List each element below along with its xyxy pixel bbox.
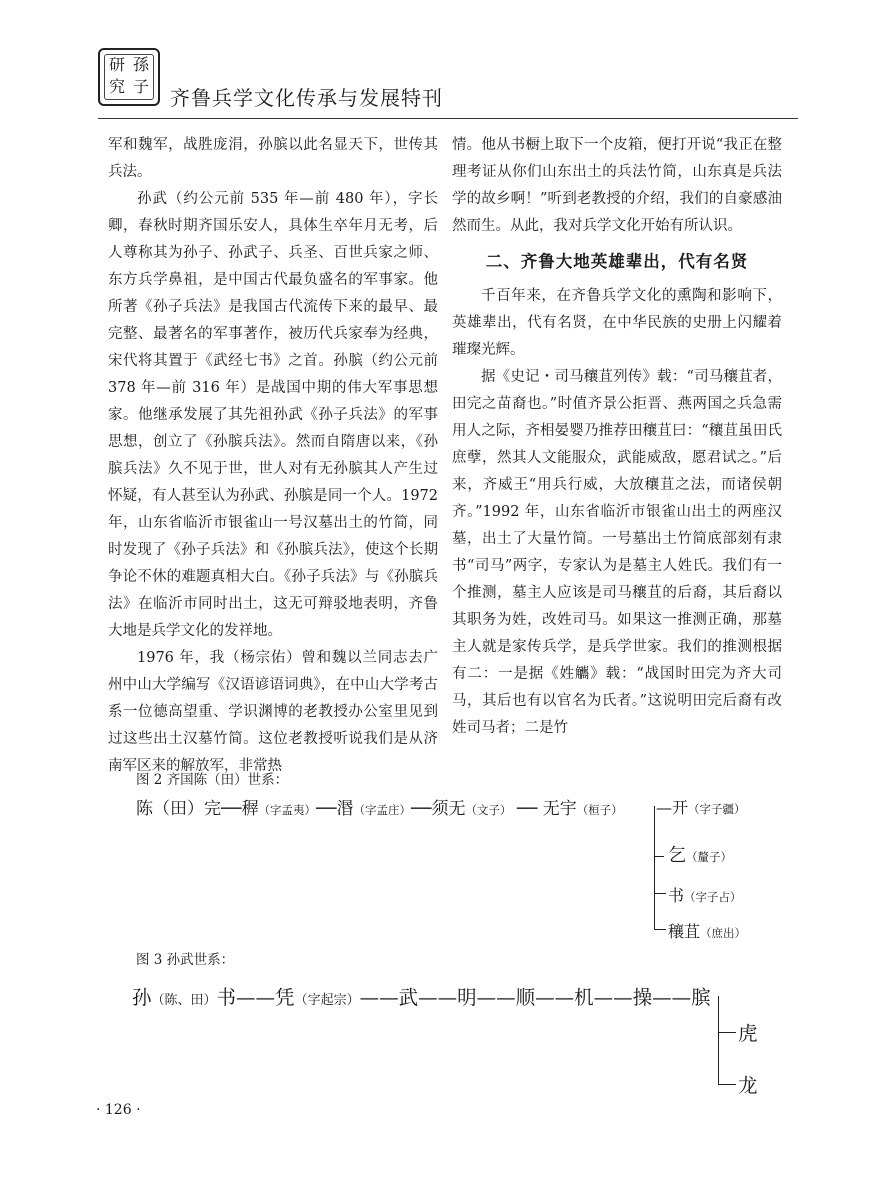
lineage-person: 稺 [241, 799, 259, 819]
lineage-note: （字起宗） [294, 993, 360, 1008]
lineage-person: 机 [574, 986, 594, 1009]
lineage-person: 膑 [691, 986, 711, 1009]
branch-tick [654, 929, 666, 930]
connector: — [656, 798, 672, 817]
figure-3-caption: 图 3 孙武世系： [136, 952, 235, 968]
figure-2-branch [668, 883, 742, 906]
paragraph: 军和魏军，战胜庞涓，孙膑以此名显天下，世传其兵法。 [108, 137, 438, 180]
lineage-person: 操 [632, 986, 653, 1009]
header-rule [98, 118, 798, 119]
logo-char: 子 [132, 77, 149, 96]
connector: ── [221, 799, 242, 819]
page-header [98, 40, 798, 130]
lineage-note: （字孟庄） [353, 803, 411, 817]
lineage-person: 乞 [668, 845, 686, 866]
lineage-note: （陈、田） [151, 993, 217, 1008]
lineage-person: 穰苴 [668, 922, 701, 941]
figure-3-branch [738, 1018, 758, 1046]
connector: —— [359, 986, 399, 1009]
connector: ── [511, 799, 543, 819]
lineage-note: （桓子） [576, 803, 623, 817]
connector: —— [593, 986, 633, 1009]
lineage-person: 湣 [336, 799, 354, 819]
logo-char: 研 [108, 55, 125, 74]
branch-tick [654, 856, 664, 857]
paragraph: 情。他从书橱上取下一个皮箱，便打开说“我正在整理考证从你们山东出土的兵法竹简，山东真是兵法学的故乡啊！”听到老教授的介绍，我们的自豪感油然而生。从此，我对兵学文化开始有所认识。 [452, 137, 782, 234]
figure-3-branch [738, 1070, 758, 1098]
paragraph: 1976 年，我（杨宗佑）曾和魏以兰同志去广州中山大学编写《汉语谚语词典》，在中山大学考古系一位德高望重、学识渊博的老教授办公室里见到过这些出土汉墓竹简。这位老教授听说我们是从济南军区来的解放军，非常热 [108, 650, 438, 774]
right-column [452, 132, 782, 742]
connector: —— [418, 986, 458, 1009]
branch-tick [654, 893, 666, 894]
left-column [108, 132, 438, 780]
lineage-person: 虎 [738, 1022, 758, 1045]
page-number: · 126 · [96, 1102, 141, 1118]
figure-2-branch [668, 841, 732, 867]
lineage-person: 须无 [431, 799, 466, 819]
section-heading: 二、齐鲁大地英雄辈出，代有名贤 [485, 252, 749, 271]
lineage-person: 陈（田）完 [136, 799, 221, 819]
connector: —— [652, 986, 692, 1009]
branch-tick [718, 1032, 736, 1033]
connector: ── [315, 799, 337, 819]
lineage-person: 开 [672, 798, 689, 817]
lineage-note: （字孟夷） [258, 803, 316, 817]
figure-2-caption: 图 2 齐国陈（田）世系： [136, 772, 289, 788]
lineage-person: 孙 [132, 986, 152, 1009]
paragraph: 千百年来，在齐鲁兵学文化的熏陶和影响下，英雄辈出，代有名贤，在中华民族的史册上闪耀着璀璨光辉。 [452, 288, 782, 358]
lineage-person: 明 [457, 986, 477, 1009]
lineage-note: （庶出） [700, 926, 747, 940]
figure-3-branch-line [718, 996, 719, 1084]
figure-3-lineage-chain [132, 982, 711, 1010]
lineage-person: 书 [216, 986, 237, 1009]
logo-char: 孫 [132, 55, 149, 74]
paragraph: 孙武（约公元前 535 年—前 480 年），字长卿，春秋时期齐国乐安人，具体生卒年月无考，后人尊称其为孙子、孙武子、兵圣、百世兵家之师、东方兵学鼻祖，是中国古代最负盛名的军事家。他所著《孙子兵法》是我国古代流传下来的最早、最完整、最著名的军事著作，被历代兵家奉为经典，宋代将其置于《武经七书》之首。孙膑（约公元前 378 年—前 316 年）是战国中期的伟大军事思想家。他继承发展了其先祖孙武《孙子兵法》的军事思想，创立了《孙膑兵法》。然而自隋唐以来，《孙膑兵法》久不见于世，世人对有无孙膑其人产生过怀疑，有人甚至认为孙武、孙膑是同一个人。1972 年，山东省临沂市银雀山一号汉墓出土的竹简，同时发现了《孙子兵法》和《孙膑兵法》，使这个长期争论不休的难题真相大白。《孙子兵法》与《孙膑兵法》在临沂市同时出土，这无可辩驳地表明，齐鲁大地是兵学文化的发祥地。 [108, 191, 438, 639]
figure-2-branch [656, 795, 746, 818]
connector: —— [236, 986, 276, 1009]
figure-2-lineage-chain [136, 794, 623, 819]
lineage-person: 顺 [515, 986, 536, 1009]
lineage-person: 无宇 [542, 799, 577, 819]
connector: —— [535, 986, 575, 1009]
logo-char: 究 [108, 77, 125, 96]
journal-logo [98, 48, 160, 106]
lineage-person: 凭 [275, 986, 295, 1009]
figure-2-branch [668, 919, 746, 942]
lineage-note: （釐子） [686, 850, 732, 864]
figure-2-branch-line [654, 806, 655, 930]
lineage-note: （文子） [465, 803, 512, 817]
connector: —— [476, 986, 516, 1009]
lineage-note: （字子占） [684, 890, 742, 904]
logo-seal [104, 54, 154, 100]
lineage-person: 书 [668, 886, 685, 905]
lineage-person: 龙 [738, 1074, 758, 1097]
journal-title: 齐鲁兵学文化传承与发展特刊 [170, 86, 443, 110]
paragraph: 据《史记・司马穰苴列传》载：“司马穰苴者，田完之苗裔也。”时值齐景公拒晋、燕两国之兵急需用人之际，齐相晏婴乃推荐田穰苴曰：“穰苴虽田氏庶孽，然其人文能服众，武能威敌，愿君试之。”后来，齐威王“用兵行威，大放穰苴之法，而诸侯朝齐。”1992 年，山东省临沂市银雀山出土的两座汉墓，出土了大量竹简。一号墓出土竹简底部刻有隶书“司马”两字，专家认为是墓主人姓氏。我们有一个推测，墓主人应该是司马穰苴的后裔，其后裔以其职务为姓，改姓司马。如果这一推测正确，那墓主人就是家传兵学，是兵学世家。我们的推测根据有二：一是据《姓觿》载：“战国时田完为齐大司马，其后也有以官名为氏者。”这说明田完后裔有改姓司马者；二是竹 [452, 369, 782, 736]
branch-tick [718, 1084, 736, 1085]
lineage-note: （字子疆） [688, 802, 746, 816]
lineage-person: 武 [398, 986, 419, 1009]
connector: ── [410, 799, 432, 819]
